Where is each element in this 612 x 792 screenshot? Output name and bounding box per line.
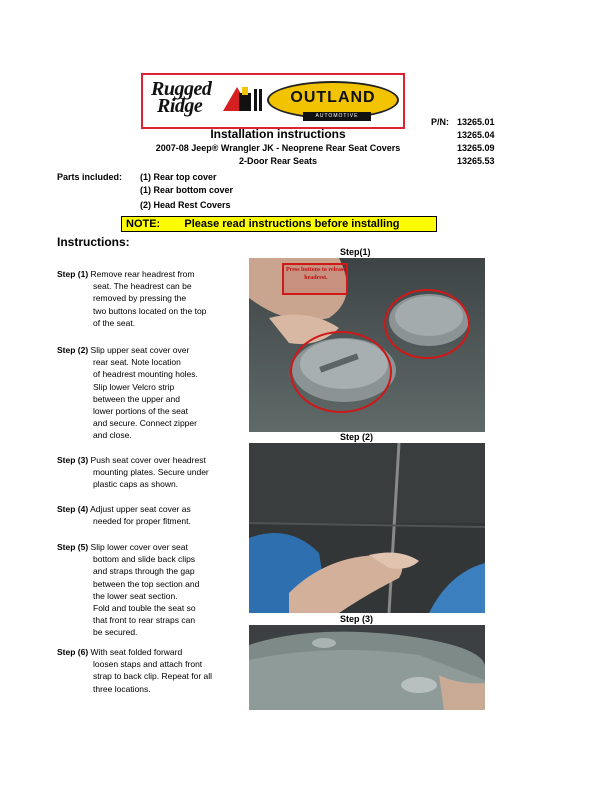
step-text: With seat folded forward: [90, 647, 183, 657]
step-text: removed by pressing the: [93, 293, 187, 304]
step-1: [57, 268, 247, 329]
part-number: 13265.01: [457, 117, 495, 127]
part-number: 13265.09: [457, 143, 495, 153]
step-text: mounting plates. Secure under: [93, 467, 209, 478]
step-text: between the upper and: [93, 393, 180, 404]
step-text: be secured.: [93, 627, 138, 638]
step-text: strap to back clip. Repeat for all: [93, 671, 213, 682]
step-text: rear seat. Note location: [93, 357, 181, 368]
step-text: the lower seat section.: [93, 590, 178, 601]
rugged-ridge-logo-line2: Ridge: [157, 95, 203, 117]
step-text: and straps through the gap: [93, 566, 195, 577]
rugged-ridge-logo-line1: Rugged: [151, 78, 212, 100]
part-number: 13265.04: [457, 130, 495, 140]
step-text: Slip lower Velcro strip: [93, 381, 175, 392]
step-2: [57, 344, 247, 442]
part-number: 13265.53: [457, 156, 495, 166]
page-subtitle: 2007-08 Jeep® Wrangler JK - Neoprene Rear Seat Covers: [155, 143, 401, 153]
seat-zipper-photo: [249, 443, 485, 613]
step-text: that front to rear straps can: [93, 615, 196, 626]
step-text: Slip upper seat cover over: [90, 345, 190, 355]
parts-item: (1) Rear top cover: [140, 172, 217, 182]
step-text: and secure. Connect zipper: [93, 418, 197, 429]
step-text: of headrest mounting holes.: [93, 369, 198, 380]
headrest-buttons-photo: [249, 258, 485, 432]
step-text: three locations.: [93, 683, 151, 694]
step-3: [57, 454, 247, 491]
photo-caption-2: Step (2): [340, 432, 374, 442]
parts-item: (1) Rear bottom cover: [140, 185, 234, 195]
step-text: needed for proper fitment.: [93, 516, 191, 527]
note-text: Please read instructions before installing: [184, 218, 400, 230]
step-text: loosen staps and attach front: [93, 659, 203, 670]
rugged-ridge-emblem-icon: [223, 83, 267, 113]
step-text: Fold and touble the seat so: [93, 603, 196, 614]
photo-callout: Press buttons to release headrest.: [286, 267, 346, 281]
photo-caption-1: Step(1): [340, 247, 371, 257]
photo-step-1: [249, 258, 485, 432]
photo-caption-3: Step (3): [340, 614, 374, 624]
step-label: Step (4): [57, 504, 89, 514]
step-label: Step (6): [57, 647, 89, 657]
step-text: bottom and slide back clips: [93, 554, 196, 565]
step-text: Push seat cover over headrest: [90, 455, 206, 465]
step-text: Adjust upper seat cover as: [90, 504, 191, 514]
step-text: plastic caps as shown.: [93, 479, 179, 490]
step-label: Step (5): [57, 542, 89, 552]
step-5: [57, 541, 247, 639]
step-text: Remove rear headrest from: [90, 269, 195, 279]
step-text: seat. The headrest can be: [93, 281, 192, 292]
parts-label: Parts included:: [57, 172, 123, 182]
step-label: Step (1): [57, 269, 89, 279]
rugged-ridge-logo: [151, 78, 212, 117]
note-banner: [121, 216, 437, 232]
step-text: lower portions of the seat: [93, 406, 188, 417]
page-subtitle-2: 2-Door Rear Seats: [238, 156, 318, 166]
page-title: Installation instructions: [210, 127, 346, 141]
seat-cap-photo: [249, 625, 485, 710]
step-6: [57, 646, 247, 695]
note-label: NOTE:: [126, 218, 161, 230]
step-text: Slip lower cover over seat: [90, 542, 188, 552]
photo-step-3: [249, 625, 485, 710]
photo-step-2: [249, 443, 485, 613]
pn-label: P/N:: [431, 117, 449, 127]
step-4: [57, 503, 247, 527]
step-text: and close.: [93, 430, 132, 441]
instructions-heading: Instructions:: [57, 235, 130, 249]
outland-logo-subtitle: AUTOMOTIVE: [303, 112, 371, 121]
step-text: two buttons located on the top: [93, 305, 207, 316]
outland-logo-text: OUTLAND: [290, 89, 376, 106]
parts-item: (2) Head Rest Covers: [140, 200, 231, 210]
step-text: of the seat.: [93, 317, 136, 328]
step-label: Step (3): [57, 455, 89, 465]
step-label: Step (2): [57, 345, 89, 355]
logo-banner: [141, 73, 405, 129]
step-text: between the top section and: [93, 578, 200, 589]
